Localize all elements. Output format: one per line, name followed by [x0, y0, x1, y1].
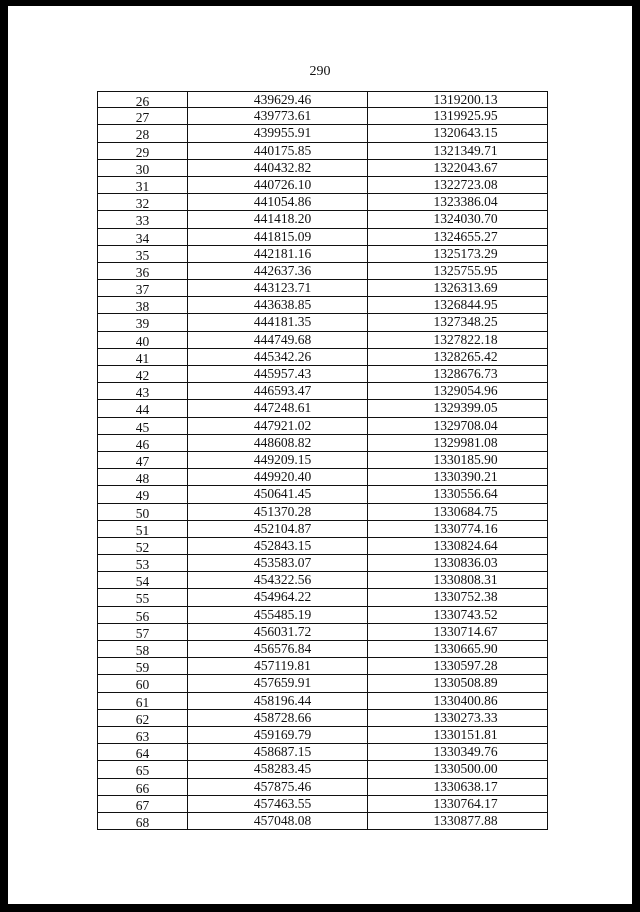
- y-coordinate-cell: 1330151.81: [367, 727, 548, 744]
- table-row: [97, 693, 548, 710]
- y-coordinate-cell: 1330665.90: [367, 641, 548, 658]
- y-coordinate-cell: 1329054.96: [367, 383, 548, 400]
- table-row: [97, 727, 548, 744]
- row-number-cell: 64: [97, 744, 187, 761]
- x-coordinate-cell: 441418.20: [187, 211, 367, 228]
- y-coordinate-cell: 1326844.95: [367, 297, 548, 314]
- table-row: [97, 263, 548, 280]
- y-coordinate-cell: 1330743.52: [367, 607, 548, 624]
- y-coordinate-cell: 1330556.64: [367, 486, 548, 503]
- table-row: [97, 710, 548, 727]
- table-row: [97, 246, 548, 263]
- y-coordinate-cell: 1329399.05: [367, 400, 548, 417]
- x-coordinate-cell: 439773.61: [187, 108, 367, 125]
- row-number-cell: 34: [97, 229, 187, 246]
- row-number-cell: 56: [97, 607, 187, 624]
- table-row: [97, 572, 548, 589]
- x-coordinate-cell: 459169.79: [187, 727, 367, 744]
- table-row: [97, 229, 548, 246]
- x-coordinate-cell: 443123.71: [187, 280, 367, 297]
- y-coordinate-cell: 1326313.69: [367, 280, 548, 297]
- y-coordinate-cell: 1325755.95: [367, 263, 548, 280]
- table-row: [97, 469, 548, 486]
- row-number-cell: 43: [97, 383, 187, 400]
- y-coordinate-cell: 1322043.67: [367, 160, 548, 177]
- table-row: [97, 504, 548, 521]
- coordinate-table: [97, 91, 548, 830]
- row-number-cell: 44: [97, 400, 187, 417]
- y-coordinate-cell: 1330273.33: [367, 710, 548, 727]
- row-number-cell: 57: [97, 624, 187, 641]
- row-number-cell: 33: [97, 211, 187, 228]
- table-row: [97, 418, 548, 435]
- row-number-cell: 40: [97, 332, 187, 349]
- x-coordinate-cell: 457048.08: [187, 813, 367, 830]
- y-coordinate-cell: 1328265.42: [367, 349, 548, 366]
- y-coordinate-cell: 1327348.25: [367, 314, 548, 331]
- y-coordinate-cell: 1324030.70: [367, 211, 548, 228]
- x-coordinate-cell: 445342.26: [187, 349, 367, 366]
- row-number-cell: 66: [97, 779, 187, 796]
- x-coordinate-cell: 447921.02: [187, 418, 367, 435]
- y-coordinate-cell: 1330500.00: [367, 761, 548, 778]
- y-coordinate-cell: 1321349.71: [367, 143, 548, 160]
- y-coordinate-cell: 1325173.29: [367, 246, 548, 263]
- y-coordinate-cell: 1330638.17: [367, 779, 548, 796]
- x-coordinate-cell: 454964.22: [187, 589, 367, 606]
- y-coordinate-cell: 1327822.18: [367, 332, 548, 349]
- row-number-cell: 41: [97, 349, 187, 366]
- y-coordinate-cell: 1320643.15: [367, 125, 548, 142]
- table-row: [97, 486, 548, 503]
- row-number-cell: 50: [97, 504, 187, 521]
- y-coordinate-cell: 1319925.95: [367, 108, 548, 125]
- x-coordinate-cell: 442637.36: [187, 263, 367, 280]
- table-row: [97, 125, 548, 142]
- x-coordinate-cell: 455485.19: [187, 607, 367, 624]
- table-row: [97, 297, 548, 314]
- y-coordinate-cell: 1330684.75: [367, 504, 548, 521]
- row-number-cell: 35: [97, 246, 187, 263]
- table-row: [97, 366, 548, 383]
- row-number-cell: 61: [97, 693, 187, 710]
- x-coordinate-cell: 458728.66: [187, 710, 367, 727]
- row-number-cell: 49: [97, 486, 187, 503]
- row-number-cell: 67: [97, 796, 187, 813]
- x-coordinate-cell: 457875.46: [187, 779, 367, 796]
- row-number-cell: 26: [97, 91, 187, 108]
- row-number-cell: 60: [97, 675, 187, 692]
- table-row: [97, 779, 548, 796]
- x-coordinate-cell: 440432.82: [187, 160, 367, 177]
- x-coordinate-cell: 442181.16: [187, 246, 367, 263]
- table-row: [97, 211, 548, 228]
- x-coordinate-cell: 449920.40: [187, 469, 367, 486]
- row-number-cell: 30: [97, 160, 187, 177]
- y-coordinate-cell: 1330185.90: [367, 452, 548, 469]
- table-row: [97, 538, 548, 555]
- x-coordinate-cell: 444181.35: [187, 314, 367, 331]
- x-coordinate-cell: 441815.09: [187, 229, 367, 246]
- y-coordinate-cell: 1330774.16: [367, 521, 548, 538]
- row-number-cell: 28: [97, 125, 187, 142]
- y-coordinate-cell: 1330714.67: [367, 624, 548, 641]
- x-coordinate-cell: 448608.82: [187, 435, 367, 452]
- row-number-cell: 63: [97, 727, 187, 744]
- table-row: [97, 108, 548, 125]
- x-coordinate-cell: 439955.91: [187, 125, 367, 142]
- row-number-cell: 46: [97, 435, 187, 452]
- table-row: [97, 744, 548, 761]
- table-row: [97, 160, 548, 177]
- x-coordinate-cell: 458283.45: [187, 761, 367, 778]
- row-number-cell: 36: [97, 263, 187, 280]
- x-coordinate-cell: 450641.45: [187, 486, 367, 503]
- row-number-cell: 37: [97, 280, 187, 297]
- table-row: [97, 332, 548, 349]
- y-coordinate-cell: 1330752.38: [367, 589, 548, 606]
- x-coordinate-cell: 451370.28: [187, 504, 367, 521]
- table-row: [97, 194, 548, 211]
- table-row: [97, 761, 548, 778]
- x-coordinate-cell: 454322.56: [187, 572, 367, 589]
- row-number-cell: 38: [97, 297, 187, 314]
- y-coordinate-cell: 1330764.17: [367, 796, 548, 813]
- y-coordinate-cell: 1324655.27: [367, 229, 548, 246]
- x-coordinate-cell: 441054.86: [187, 194, 367, 211]
- y-coordinate-cell: 1329708.04: [367, 418, 548, 435]
- x-coordinate-cell: 458687.15: [187, 744, 367, 761]
- y-coordinate-cell: 1330400.86: [367, 693, 548, 710]
- row-number-cell: 48: [97, 469, 187, 486]
- table-row: [97, 400, 548, 417]
- y-coordinate-cell: 1323386.04: [367, 194, 548, 211]
- row-number-cell: 52: [97, 538, 187, 555]
- table-row: [97, 314, 548, 331]
- y-coordinate-cell: 1329981.08: [367, 435, 548, 452]
- x-coordinate-cell: 445957.43: [187, 366, 367, 383]
- table-row: [97, 796, 548, 813]
- y-coordinate-cell: 1330836.03: [367, 555, 548, 572]
- x-coordinate-cell: 452104.87: [187, 521, 367, 538]
- table-row: [97, 589, 548, 606]
- table-row: [97, 349, 548, 366]
- x-coordinate-cell: 440175.85: [187, 143, 367, 160]
- x-coordinate-cell: 452843.15: [187, 538, 367, 555]
- y-coordinate-cell: 1330349.76: [367, 744, 548, 761]
- row-number-cell: 31: [97, 177, 187, 194]
- table-row: [97, 641, 548, 658]
- row-number-cell: 32: [97, 194, 187, 211]
- row-number-cell: 53: [97, 555, 187, 572]
- row-number-cell: 68: [97, 813, 187, 830]
- x-coordinate-cell: 453583.07: [187, 555, 367, 572]
- table-row: [97, 91, 548, 108]
- y-coordinate-cell: 1330808.31: [367, 572, 548, 589]
- row-number-cell: 62: [97, 710, 187, 727]
- x-coordinate-cell: 439629.46: [187, 91, 367, 108]
- document-page: [8, 6, 632, 904]
- table-row: [97, 452, 548, 469]
- y-coordinate-cell: 1330508.89: [367, 675, 548, 692]
- table-row: [97, 555, 548, 572]
- y-coordinate-cell: 1330390.21: [367, 469, 548, 486]
- row-number-cell: 39: [97, 314, 187, 331]
- table-row: [97, 813, 548, 830]
- row-number-cell: 51: [97, 521, 187, 538]
- y-coordinate-cell: 1330597.28: [367, 658, 548, 675]
- table-row: [97, 280, 548, 297]
- y-coordinate-cell: 1328676.73: [367, 366, 548, 383]
- table-row: [97, 607, 548, 624]
- row-number-cell: 59: [97, 658, 187, 675]
- y-coordinate-cell: 1330824.64: [367, 538, 548, 555]
- x-coordinate-cell: 444749.68: [187, 332, 367, 349]
- table-row: [97, 658, 548, 675]
- y-coordinate-cell: 1330877.88: [367, 813, 548, 830]
- x-coordinate-cell: 457659.91: [187, 675, 367, 692]
- table-row: [97, 624, 548, 641]
- table-row: [97, 675, 548, 692]
- row-number-cell: 55: [97, 589, 187, 606]
- row-number-cell: 29: [97, 143, 187, 160]
- row-number-cell: 58: [97, 641, 187, 658]
- row-number-cell: 54: [97, 572, 187, 589]
- row-number-cell: 65: [97, 761, 187, 778]
- row-number-cell: 47: [97, 452, 187, 469]
- x-coordinate-cell: 440726.10: [187, 177, 367, 194]
- row-number-cell: 27: [97, 108, 187, 125]
- x-coordinate-cell: 456031.72: [187, 624, 367, 641]
- x-coordinate-cell: 457119.81: [187, 658, 367, 675]
- x-coordinate-cell: 457463.55: [187, 796, 367, 813]
- table-row: [97, 435, 548, 452]
- table-row: [97, 177, 548, 194]
- x-coordinate-cell: 443638.85: [187, 297, 367, 314]
- x-coordinate-cell: 449209.15: [187, 452, 367, 469]
- page-number: 290: [309, 64, 331, 79]
- table-row: [97, 521, 548, 538]
- x-coordinate-cell: 447248.61: [187, 400, 367, 417]
- x-coordinate-cell: 446593.47: [187, 383, 367, 400]
- y-coordinate-cell: 1319200.13: [367, 91, 548, 108]
- y-coordinate-cell: 1322723.08: [367, 177, 548, 194]
- x-coordinate-cell: 458196.44: [187, 693, 367, 710]
- table-row: [97, 143, 548, 160]
- row-number-cell: 45: [97, 418, 187, 435]
- x-coordinate-cell: 456576.84: [187, 641, 367, 658]
- table-row: [97, 383, 548, 400]
- row-number-cell: 42: [97, 366, 187, 383]
